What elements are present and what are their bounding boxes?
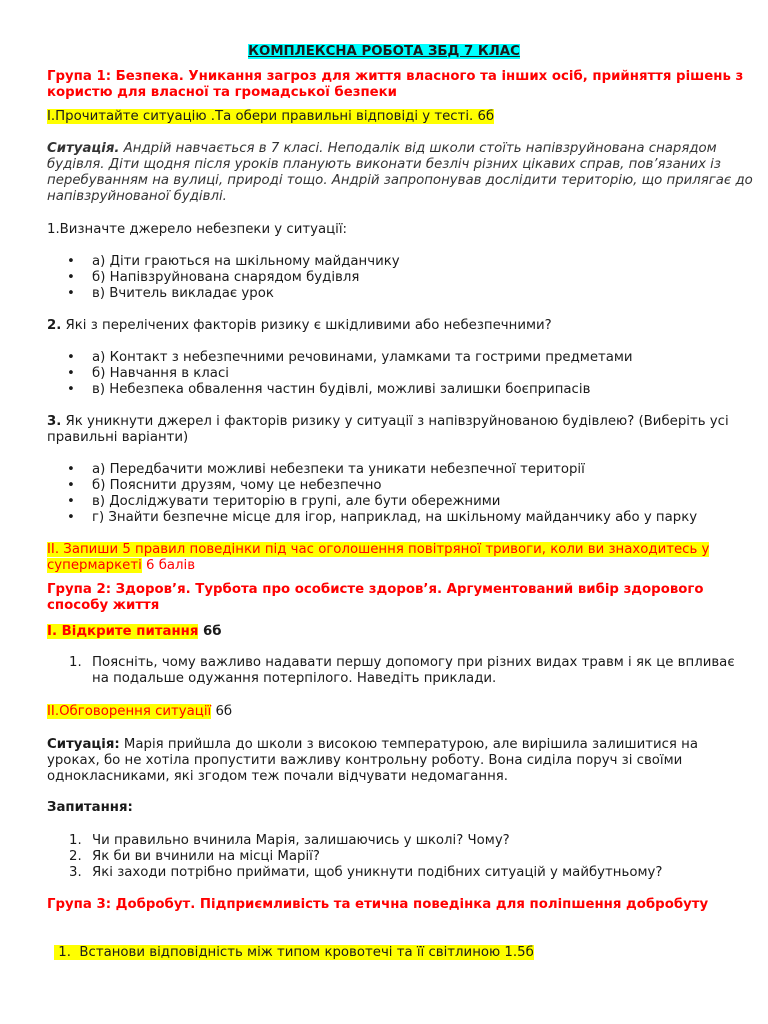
group3-task1-text	[54, 945, 534, 960]
question-3-number: 3.	[47, 414, 62, 429]
situation-label: Ситуація.	[47, 141, 120, 156]
page-title	[0, 44, 768, 60]
group2-questions	[47, 833, 753, 881]
group2-task1	[47, 624, 753, 640]
list-text: Чи правильно вчинила Марія, залишаючись у школі? Чому?	[92, 833, 510, 848]
questions-label: Запитання:	[47, 800, 133, 815]
list-item	[47, 833, 753, 849]
group2-task1-points: 6б	[198, 624, 222, 639]
question-2-number: 2.	[47, 318, 62, 333]
list-item: • б) Навчання в класі	[47, 366, 753, 382]
group1-heading: Група 1: Безпека. Уникання загроз для життя власного та інших осіб, прийняття рішень з користю для власної та громадської безпеки	[47, 69, 744, 100]
situation-label: Ситуація:	[47, 737, 120, 752]
list-item: • в) Досліджувати територію в групі, але бути обережними	[47, 494, 753, 510]
list-text: Як би ви вчинили на місці Марії?	[92, 849, 320, 864]
list-text: Встанови відповідність між типом кровотечі та її світлиною 1.5б	[79, 945, 534, 960]
group1-task1-text: І.Прочитайте ситуацію .Та обери правильні відповіді у тесті. 6б	[47, 109, 495, 124]
group1-situation	[47, 141, 753, 205]
list-item	[47, 849, 753, 865]
question-3-text: Як уникнути джерел і факторів ризику у ситуації з напівзруйнованою будівлею? (Виберіть усі правильні варіанти)	[47, 414, 729, 445]
question-3	[47, 414, 753, 446]
list-number: 1.	[69, 655, 82, 670]
list-number: 3.	[69, 865, 82, 880]
list-item	[47, 865, 753, 881]
group2-task2-points: 6б	[211, 704, 233, 719]
question-2-options	[47, 350, 753, 398]
group2-task2	[47, 704, 753, 720]
question-1: 1.Визначте джерело небезпеки у ситуації:	[47, 222, 348, 237]
group1-task2-points: 6 балів	[141, 558, 196, 573]
list-number: 1.	[69, 833, 82, 848]
group2-heading: Група 2: Здоров’я. Турбота про особисте здоров’я. Аргументований вибір здорового способу життя	[47, 582, 704, 613]
situation-text: Андрій навчається в 7 класі. Неподалік від школи стоїть напівзруйнована снарядом будівля. Діти щодня після уроків планують виконати безліч різних цікавих справ, пов’язаних із перебуванням на вулиці, природі тощо. Андрій запропонував дослідити територію, що прилягає до напівзруйнованої будівлі.	[47, 141, 753, 204]
title-text: КОМПЛЕКСНА РОБОТА ЗБД 7 КЛАС	[248, 44, 520, 59]
list-item: • г) Знайти безпечне місце для ігор, наприклад, на шкільному майданчику або у парку	[47, 510, 753, 526]
list-item: • в) Небезпека обвалення частин будівлі, можливі залишки боєприпасів	[47, 382, 753, 398]
question-2-text: Які з перелічених факторів ризику є шкідливими або небезпечними?	[61, 318, 552, 333]
list-item: • б) Пояснити друзям, чому це небезпечно	[47, 478, 753, 494]
group1-task2	[47, 542, 753, 574]
question-1-options	[47, 254, 753, 302]
list-item: • в) Вчитель викладає урок	[47, 286, 753, 302]
situation-text: Марія прийшла до школи з високою температурою, але вирішила залишитися на уроках, бо не хотіла пропустити важливу контрольну роботу. Вона сиділа поруч зі своїми однокласниками, які згодом теж почали відчувати недомагання.	[47, 737, 698, 784]
group3-task1	[54, 945, 760, 961]
group2-task1-text: І. Відкрите питання	[47, 624, 199, 639]
list-text: Поясніть, чому важливо надавати першу допомогу при різних видах травм і як це впливає на подальше одужання потерпілого. Наведіть приклади.	[92, 655, 735, 686]
list-item: • а) Передбачити можливі небезпеки та уникати небезпечної території	[47, 462, 753, 478]
group1-task1	[47, 109, 753, 125]
question-2	[47, 318, 753, 334]
list-item: • а) Контакт з небезпечними речовинами, уламками та гострими предметами	[47, 350, 753, 366]
group3-heading: Група 3: Добробут. Підприємливість та етична поведінка для поліпшення добробуту	[47, 897, 709, 912]
group2-task1-list	[47, 655, 753, 687]
list-number: 2.	[69, 849, 82, 864]
list-item	[47, 655, 753, 687]
group2-situation	[47, 737, 753, 785]
group1-task2-text: ІІ. Запиши 5 правил поведінки під час оголошення повітряної тривоги, коли ви знаходитесь у супермаркеті	[47, 542, 710, 573]
question-3-options	[47, 462, 753, 526]
group2-task2-text: ІІ.Обговорення ситуації	[47, 704, 212, 719]
list-text: Які заходи потрібно приймати, щоб уникнути подібних ситуацій у майбутньому?	[92, 865, 663, 880]
list-number: 1.	[58, 945, 71, 960]
list-item: • а) Діти граються на шкільному майданчику	[47, 254, 753, 270]
list-item: • б) Напівзруйнована снарядом будівля	[47, 270, 753, 286]
